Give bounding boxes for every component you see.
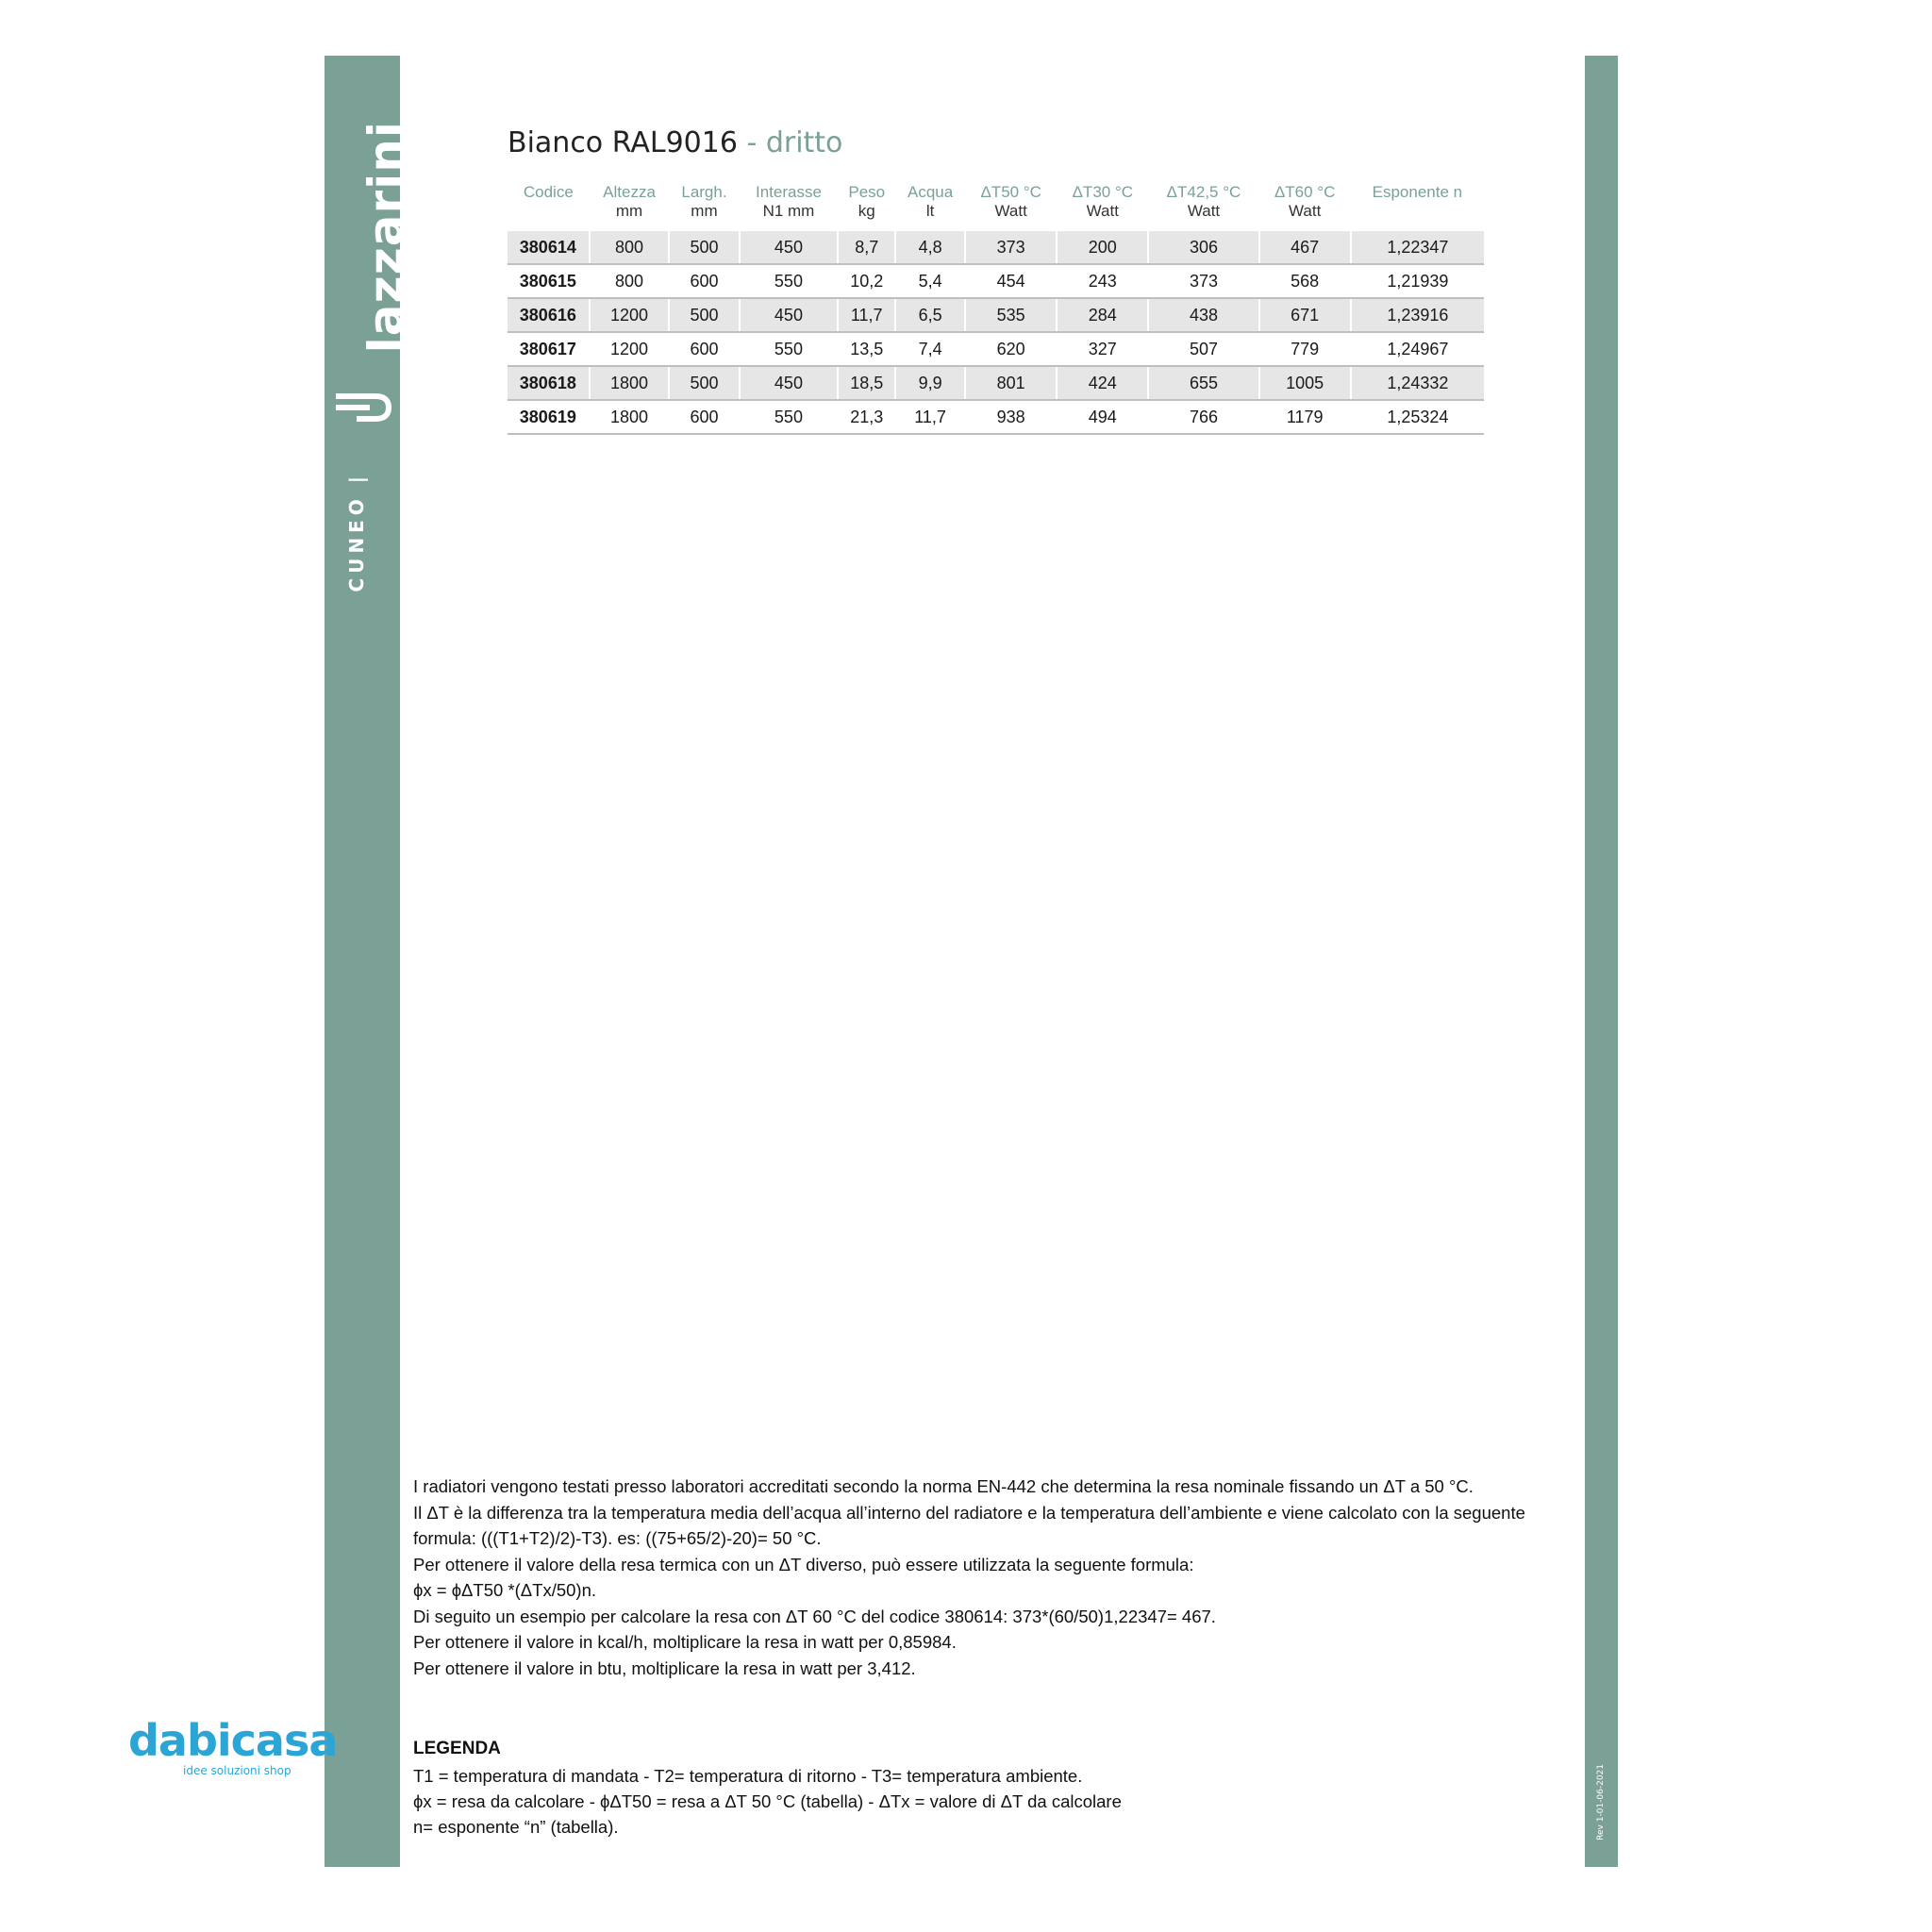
title-main: Bianco RAL9016 (508, 126, 738, 159)
table-cell: 424 (1057, 366, 1148, 400)
column-header (838, 179, 895, 231)
table-cell: 1005 (1259, 366, 1351, 400)
table-cell: 500 (669, 366, 739, 400)
table-cell: 1200 (590, 298, 670, 332)
table-body (508, 231, 1484, 434)
page-title (508, 126, 842, 159)
brand-city: CUNEO | (345, 472, 368, 592)
table-cell: 800 (590, 231, 670, 264)
product-code-cell: 380618 (508, 366, 590, 400)
table-cell: 1200 (590, 332, 670, 366)
note-2: Il ΔT è la differenza tra la temperatura media dell’acqua all’interno del radiatore e la temperatura dell’ambiente e viene calcolato con la seguente formula: (((T1+T2)/2)-T3). es: ((75+65/2)-20)= 50 °C. (413, 1502, 1525, 1548)
table-row (508, 366, 1484, 400)
table-cell: 938 (965, 400, 1057, 434)
column-header (1148, 179, 1258, 231)
column-header (590, 179, 670, 231)
column-header-label: Codice (523, 183, 574, 201)
table-cell: 306 (1148, 231, 1258, 264)
table-row (508, 298, 1484, 332)
column-header (1057, 179, 1148, 231)
table-cell: 550 (740, 264, 839, 298)
column-header-label: Peso (848, 183, 886, 201)
column-header-unit: mm (691, 201, 718, 220)
title-sub: - dritto (737, 126, 843, 159)
table-cell: 450 (740, 231, 839, 264)
column-header (895, 179, 965, 231)
table-cell: 373 (1148, 264, 1258, 298)
column-header-label: Interasse (755, 183, 822, 201)
table-cell: 450 (740, 298, 839, 332)
table-cell: 550 (740, 400, 839, 434)
table-cell: 5,4 (895, 264, 965, 298)
note-kcal: Per ottenere il valore in kcal/h, moltiplicare la resa in watt per 0,85984. (413, 1632, 957, 1652)
table-cell: 1,24332 (1351, 366, 1484, 400)
table-cell: 1179 (1259, 400, 1351, 434)
table-row (508, 332, 1484, 366)
column-header (965, 179, 1057, 231)
legend-line-1: T1 = temperatura di mandata - T2= temperatura di ritorno - T3= temperatura ambiente. (413, 1766, 1083, 1786)
column-header-label: Acqua (907, 183, 954, 201)
brand-logo-icon (328, 389, 396, 426)
notes-section (413, 1474, 1555, 1681)
table-cell: 620 (965, 332, 1057, 366)
table-cell: 438 (1148, 298, 1258, 332)
legend-line-2: ϕx = resa da calcolare - ϕΔT50 = resa a ΔT 50 °C (tabella) - ΔTx = valore di ΔT da calcolare (413, 1791, 1122, 1811)
column-header (740, 179, 839, 231)
table-cell: 327 (1057, 332, 1148, 366)
table-cell: 6,5 (895, 298, 965, 332)
table-cell: 9,9 (895, 366, 965, 400)
table-cell: 18,5 (838, 366, 895, 400)
note-example: Di seguito un esempio per calcolare la resa con ΔT 60 °C del codice 380614: 373*(60/50)1,22347= 467. (413, 1606, 1216, 1626)
table-cell: 507 (1148, 332, 1258, 366)
spec-table (508, 179, 1484, 435)
table-cell: 600 (669, 264, 739, 298)
table-cell: 11,7 (895, 400, 965, 434)
column-header-unit: N1 mm (762, 201, 815, 220)
column-header-label: ΔT60 °C (1274, 183, 1336, 201)
column-header-label: ΔT30 °C (1072, 183, 1134, 201)
column-header (1259, 179, 1351, 231)
table-cell: 550 (740, 332, 839, 366)
product-code-cell: 380619 (508, 400, 590, 434)
table-row (508, 400, 1484, 434)
column-header-unit: kg (858, 201, 875, 220)
table-cell: 655 (1148, 366, 1258, 400)
note-btu: Per ottenere il valore in btu, moltiplicare la resa in watt per 3,412. (413, 1657, 916, 1678)
table-cell: 11,7 (838, 298, 895, 332)
column-header-label: Esponente n (1372, 183, 1463, 201)
table-cell: 1,24967 (1351, 332, 1484, 366)
table-cell: 373 (965, 231, 1057, 264)
table-cell: 467 (1259, 231, 1351, 264)
table-header-row (508, 179, 1484, 231)
product-code-cell: 380614 (508, 231, 590, 264)
column-header-unit: mm (615, 201, 643, 220)
table-cell: 779 (1259, 332, 1351, 366)
table-cell: 1,25324 (1351, 400, 1484, 434)
table-cell: 8,7 (838, 231, 895, 264)
column-header-unit: Watt (1086, 201, 1119, 220)
column-header-label: Altezza (603, 183, 656, 201)
column-header-label: ΔT50 °C (980, 183, 1041, 201)
table-cell: 13,5 (838, 332, 895, 366)
revision-note: Rev 1-01-06-2021 (1596, 1764, 1606, 1840)
table-cell: 671 (1259, 298, 1351, 332)
note-1: I radiatori vengono testati presso laboratori accreditati secondo la norma EN-442 che determina la resa nominale fissando un ΔT a 50 °C. (413, 1476, 1474, 1496)
right-color-band (1585, 56, 1618, 1867)
table-cell: 243 (1057, 264, 1148, 298)
table-cell: 4,8 (895, 231, 965, 264)
product-code-cell: 380616 (508, 298, 590, 332)
column-header-unit: Watt (994, 201, 1027, 220)
table-cell: 1,22347 (1351, 231, 1484, 264)
table-cell: 284 (1057, 298, 1148, 332)
table-cell: 7,4 (895, 332, 965, 366)
column-header-unit: Watt (1187, 201, 1221, 220)
note-formula: ϕx = ϕΔT50 *(ΔTx/50)n. (413, 1580, 597, 1600)
column-header-unit: Watt (1289, 201, 1322, 220)
table-cell: 1,23916 (1351, 298, 1484, 332)
table-cell: 568 (1259, 264, 1351, 298)
table-cell: 454 (965, 264, 1057, 298)
column-header-label: Largh. (681, 183, 727, 201)
shop-tagline: idee soluzioni shop (183, 1764, 291, 1777)
table-row (508, 264, 1484, 298)
table-cell: 766 (1148, 400, 1258, 434)
product-code-cell: 380617 (508, 332, 590, 366)
table-cell: 1800 (590, 366, 670, 400)
table-cell: 450 (740, 366, 839, 400)
table-row (508, 231, 1484, 264)
table-cell: 10,2 (838, 264, 895, 298)
table-cell: 535 (965, 298, 1057, 332)
table-cell: 600 (669, 332, 739, 366)
note-3: Per ottenere il valore della resa termica con un ΔT diverso, può essere utilizzata la seguente formula: (413, 1554, 1194, 1574)
table-cell: 1800 (590, 400, 670, 434)
table-cell: 494 (1057, 400, 1148, 434)
table-cell: 1,21939 (1351, 264, 1484, 298)
brand-name: lazzarini (358, 121, 413, 354)
table-cell: 500 (669, 231, 739, 264)
product-code-cell: 380615 (508, 264, 590, 298)
column-header (669, 179, 739, 231)
table-cell: 801 (965, 366, 1057, 400)
shop-logo (128, 1715, 338, 1790)
legend-line-3: n= esponente “n” (tabella). (413, 1817, 619, 1837)
table-cell: 800 (590, 264, 670, 298)
legend-title: LEGENDA (413, 1739, 501, 1758)
table-cell: 21,3 (838, 400, 895, 434)
column-header (508, 179, 590, 231)
column-header (1351, 179, 1484, 231)
table-cell: 600 (669, 400, 739, 434)
column-header-unit: lt (925, 201, 935, 220)
table-cell: 500 (669, 298, 739, 332)
column-header-label: ΔT42,5 °C (1166, 183, 1241, 201)
table-cell: 200 (1057, 231, 1148, 264)
legend-section (413, 1736, 1555, 1840)
shop-name: dabicasa (128, 1715, 338, 1766)
